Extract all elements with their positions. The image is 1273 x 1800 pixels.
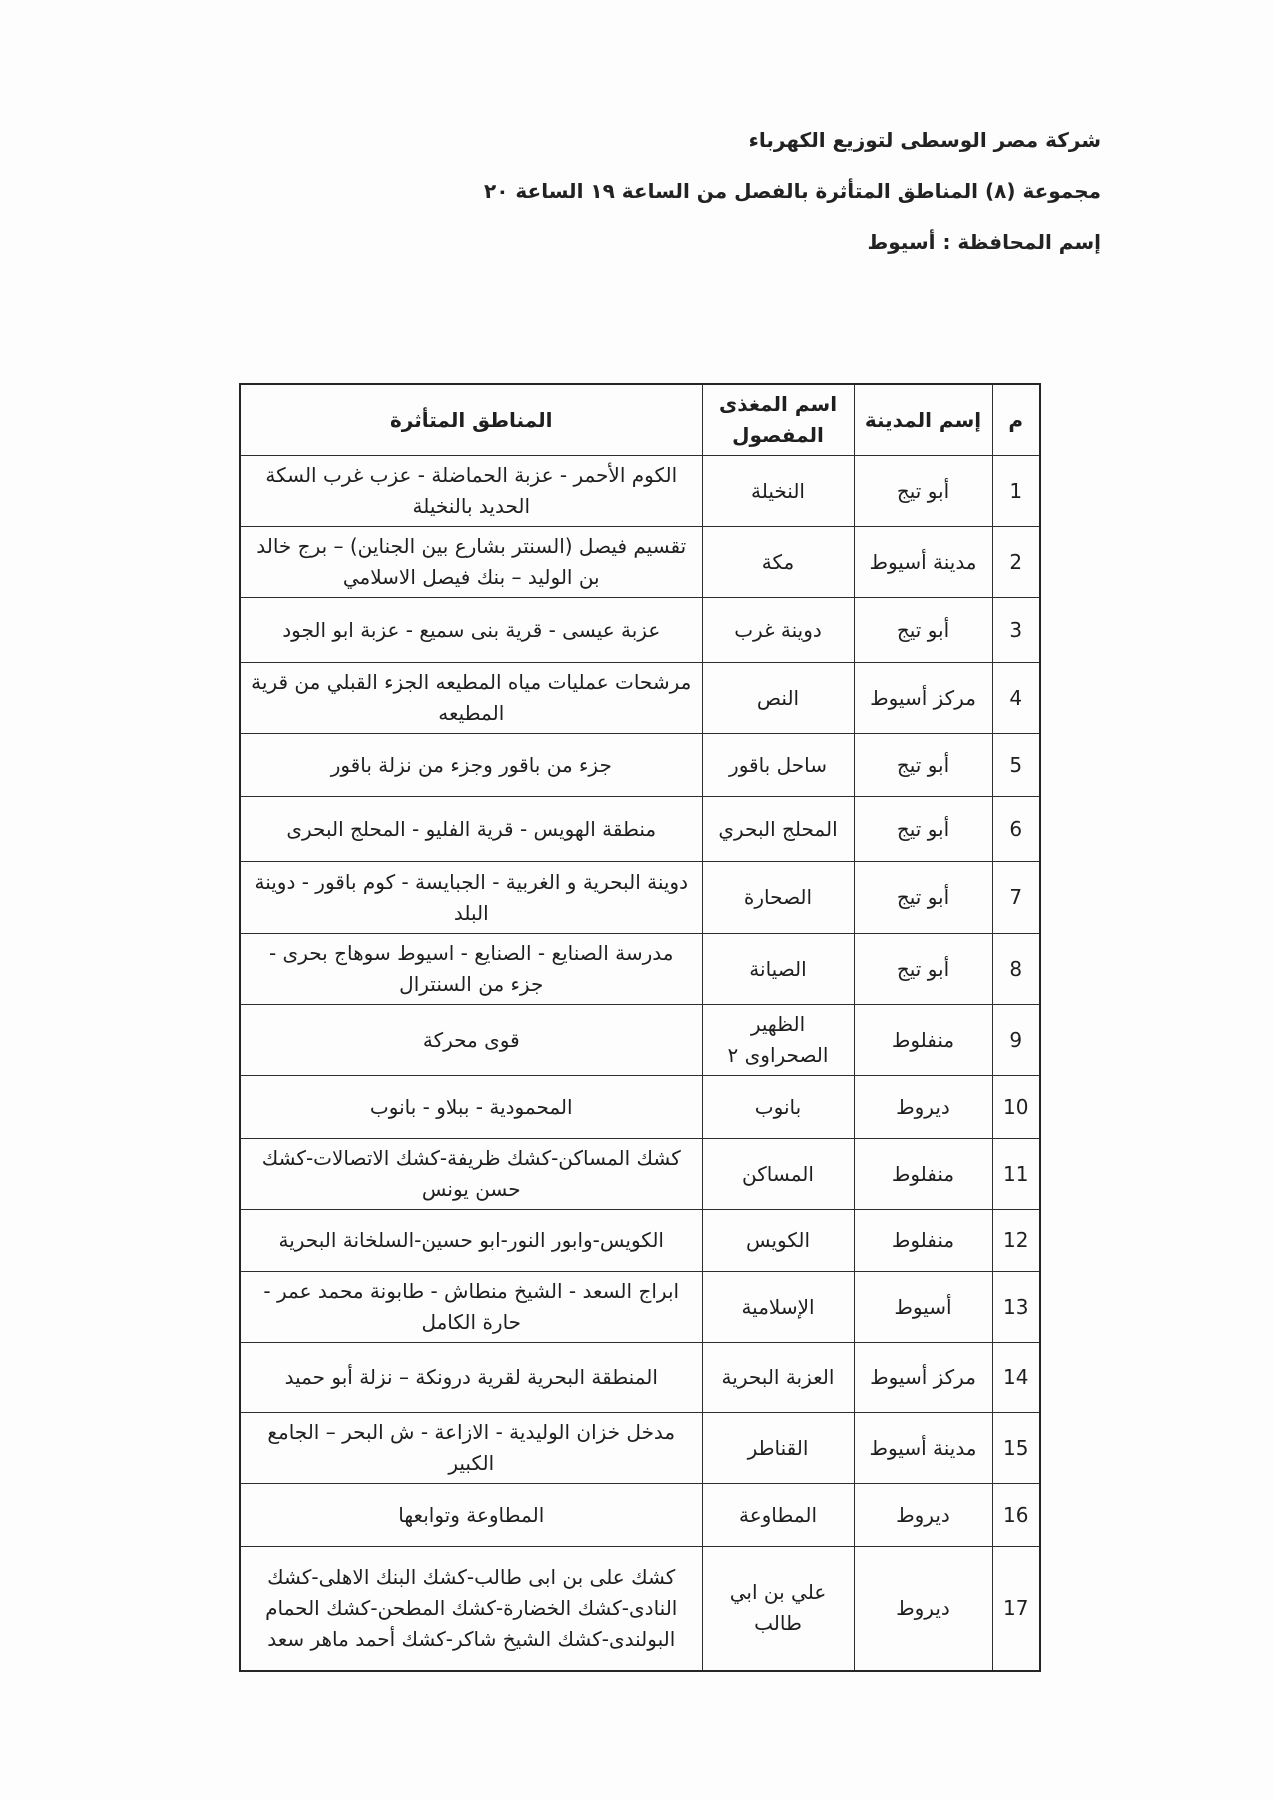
- feeder-cell: الصيانة: [702, 934, 854, 1005]
- city-cell: أبو تيج: [854, 598, 992, 663]
- row-number: 10: [992, 1076, 1040, 1139]
- feeder-cell: القناطر: [702, 1413, 854, 1484]
- areas-cell: مدخل خزان الوليدية - الازاعة - ش البحر – الجامع الكبير: [240, 1413, 702, 1484]
- col-header-areas: المناطق المتأثرة: [240, 384, 702, 456]
- table-row: [240, 527, 1040, 598]
- table-row: [240, 1484, 1040, 1547]
- feeder-cell: مكة: [702, 527, 854, 598]
- col-header-feeder: اسم المغذى المفصول: [702, 384, 854, 456]
- table-row: [240, 598, 1040, 663]
- city-cell: أبو تيج: [854, 934, 992, 1005]
- areas-cell: قوى محركة: [240, 1005, 702, 1076]
- feeder-cell: الكويس: [702, 1210, 854, 1272]
- table-row: [240, 456, 1040, 527]
- areas-cell: مرشحات عمليات مياه المطيعه الجزء القبلي من قرية المطيعه: [240, 663, 702, 734]
- areas-cell: ابراج السعد - الشيخ منطاش - طابونة محمد عمر - حارة الكامل: [240, 1272, 702, 1343]
- table-row: [240, 1139, 1040, 1210]
- feeder-cell: المحلج البحري: [702, 797, 854, 862]
- table-row: [240, 1413, 1040, 1484]
- table-row: [240, 797, 1040, 862]
- table-row: [240, 934, 1040, 1005]
- table-row: [240, 1547, 1040, 1671]
- row-number: 6: [992, 797, 1040, 862]
- city-cell: مدينة أسيوط: [854, 1413, 992, 1484]
- table-row: [240, 663, 1040, 734]
- city-cell: مركز أسيوط: [854, 1343, 992, 1413]
- city-cell: أبو تيج: [854, 456, 992, 527]
- areas-cell: الكويس-وابور النور-ابو حسين-السلخانة البحرية: [240, 1210, 702, 1272]
- row-number: 17: [992, 1547, 1040, 1671]
- row-number: 5: [992, 734, 1040, 797]
- row-number: 2: [992, 527, 1040, 598]
- areas-cell: المحمودية - ببلاو - بانوب: [240, 1076, 702, 1139]
- city-cell: منفلوط: [854, 1139, 992, 1210]
- areas-cell: تقسيم فيصل (السنتر بشارع بين الجناين) – برج خالد بن الوليد – بنك فيصل الاسلامي: [240, 527, 702, 598]
- row-number: 3: [992, 598, 1040, 663]
- areas-cell: دوينة البحرية و الغربية - الجبايسة - كوم باقور - دوينة البلد: [240, 862, 702, 934]
- row-number: 8: [992, 934, 1040, 1005]
- group-title-line: مجموعة (٨) المناطق المتأثرة بالفصل من الساعة ١٩ الساعة ٢٠: [484, 179, 1101, 203]
- row-number: 15: [992, 1413, 1040, 1484]
- feeder-cell: المساكن: [702, 1139, 854, 1210]
- city-cell: ديروط: [854, 1076, 992, 1139]
- areas-cell: المطاوعة وتوابعها: [240, 1484, 702, 1547]
- areas-cell: جزء من باقور وجزء من نزلة باقور: [240, 734, 702, 797]
- city-cell: أبو تيج: [854, 862, 992, 934]
- areas-cell: كشك على بن ابى طالب-كشك البنك الاهلى-كشك النادى-كشك الخضارة-كشك المطحن-كشك الحمام البولندى-كشك الشيخ شاكر-كشك أحمد ماهر سعد: [240, 1547, 702, 1671]
- city-cell: ديروط: [854, 1547, 992, 1671]
- row-number: 1: [992, 456, 1040, 527]
- feeder-cell: العزبة البحرية: [702, 1343, 854, 1413]
- row-number: 14: [992, 1343, 1040, 1413]
- row-number: 12: [992, 1210, 1040, 1272]
- areas-cell: الكوم الأحمر - عزبة الحماضلة - عزب غرب السكة الحديد بالنخيلة: [240, 456, 702, 527]
- feeder-cell: الظهير الصحراوى ٢: [702, 1005, 854, 1076]
- table-header-row: [240, 384, 1040, 456]
- city-cell: مركز أسيوط: [854, 663, 992, 734]
- feeder-cell: ساحل باقور: [702, 734, 854, 797]
- table-row: [240, 1005, 1040, 1076]
- outage-table: [239, 383, 1041, 1672]
- governorate-line: إسم المحافظة : أسيوط: [867, 230, 1101, 254]
- table-row: [240, 1210, 1040, 1272]
- table-row: [240, 1272, 1040, 1343]
- feeder-cell: علي بن ابي طالب: [702, 1547, 854, 1671]
- city-cell: مدينة أسيوط: [854, 527, 992, 598]
- feeder-cell: النص: [702, 663, 854, 734]
- feeder-cell: الصحارة: [702, 862, 854, 934]
- company-name: شركة مصر الوسطى لتوزيع الكهرباء: [748, 128, 1101, 152]
- table-row: [240, 1343, 1040, 1413]
- col-header-number: م: [992, 384, 1040, 456]
- city-cell: أبو تيج: [854, 734, 992, 797]
- feeder-cell: النخيلة: [702, 456, 854, 527]
- areas-cell: كشك المساكن-كشك ظريفة-كشك الاتصالات-كشك حسن يونس: [240, 1139, 702, 1210]
- feeder-cell: بانوب: [702, 1076, 854, 1139]
- areas-cell: مدرسة الصنايع - الصنايع - اسيوط سوهاج بحرى - جزء من السنترال: [240, 934, 702, 1005]
- city-cell: أبو تيج: [854, 797, 992, 862]
- feeder-cell: الإسلامية: [702, 1272, 854, 1343]
- city-cell: ديروط: [854, 1484, 992, 1547]
- table-row: [240, 734, 1040, 797]
- table-row: [240, 862, 1040, 934]
- col-header-city: إسم المدينة: [854, 384, 992, 456]
- city-cell: منفلوط: [854, 1210, 992, 1272]
- city-cell: أسيوط: [854, 1272, 992, 1343]
- row-number: 4: [992, 663, 1040, 734]
- city-cell: منفلوط: [854, 1005, 992, 1076]
- table-row: [240, 1076, 1040, 1139]
- row-number: 7: [992, 862, 1040, 934]
- row-number: 13: [992, 1272, 1040, 1343]
- feeder-cell: دوينة غرب: [702, 598, 854, 663]
- row-number: 9: [992, 1005, 1040, 1076]
- feeder-cell: المطاوعة: [702, 1484, 854, 1547]
- row-number: 11: [992, 1139, 1040, 1210]
- areas-cell: منطقة الهويس - قرية الفليو - المحلج البحرى: [240, 797, 702, 862]
- document-header: [100, 128, 1101, 281]
- areas-cell: المنطقة البحرية لقرية درونكة – نزلة أبو حميد: [240, 1343, 702, 1413]
- areas-cell: عزبة عيسى - قرية بنى سميع - عزبة ابو الجود: [240, 598, 702, 663]
- row-number: 16: [992, 1484, 1040, 1547]
